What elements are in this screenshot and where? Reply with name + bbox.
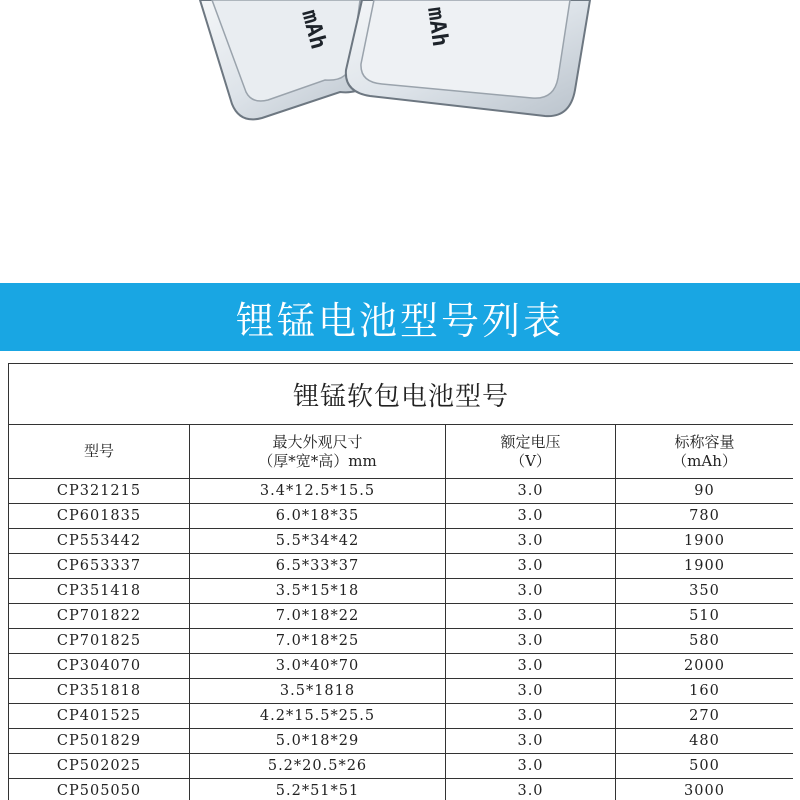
header-capacity: 标称容量 （mAh） [616, 425, 794, 479]
cell-voltage: 3.0 [446, 504, 616, 529]
cell-capacity: 350 [616, 579, 794, 604]
table-body [9, 479, 794, 800]
table-row [9, 604, 794, 629]
cell-size: 4.2*15.5*25.5 [190, 704, 446, 729]
cell-model: CP505050 [9, 779, 190, 800]
cell-model: CP501829 [9, 729, 190, 754]
cell-model: CP401525 [9, 704, 190, 729]
cell-model: CP701822 [9, 604, 190, 629]
cell-capacity: 780 [616, 504, 794, 529]
cell-model: CP553442 [9, 529, 190, 554]
cell-voltage: 3.0 [446, 779, 616, 800]
cell-model: CP653337 [9, 554, 190, 579]
cell-voltage: 3.0 [446, 579, 616, 604]
table-row [9, 679, 794, 704]
table-row [9, 554, 794, 579]
cell-size: 5.2*20.5*26 [190, 754, 446, 779]
cell-size: 7.0*18*25 [190, 629, 446, 654]
table-row [9, 779, 794, 800]
cell-capacity: 510 [616, 604, 794, 629]
table-row [9, 629, 794, 654]
cell-model: CP321215 [9, 479, 190, 504]
header-size: 最大外观尺寸 （厚*宽*高）mm [190, 425, 446, 479]
cell-capacity: 270 [616, 704, 794, 729]
cell-model: CP351818 [9, 679, 190, 704]
cell-model: CP601835 [9, 504, 190, 529]
cell-capacity: 480 [616, 729, 794, 754]
cell-size: 3.5*1818 [190, 679, 446, 704]
cell-voltage: 3.0 [446, 654, 616, 679]
table-row [9, 479, 794, 504]
cell-size: 6.0*18*35 [190, 504, 446, 529]
cell-size: 5.2*51*51 [190, 779, 446, 800]
banner-title: 锂锰电池型号列表 [235, 298, 564, 343]
battery-cell-right [346, 0, 590, 116]
table-row [9, 754, 794, 779]
cell-capacity: 3000 [616, 779, 794, 800]
cell-size: 5.0*18*29 [190, 729, 446, 754]
cell-model: CP351418 [9, 579, 190, 604]
cell-capacity: 90 [616, 479, 794, 504]
cell-model: CP701825 [9, 629, 190, 654]
cell-right-label: mAh [422, 5, 453, 49]
cell-voltage: 3.0 [446, 679, 616, 704]
cell-size: 7.0*18*22 [190, 604, 446, 629]
cell-capacity: 1900 [616, 529, 794, 554]
table-row [9, 529, 794, 554]
cell-voltage: 3.0 [446, 629, 616, 654]
cell-model: CP502025 [9, 754, 190, 779]
cell-model: CP304070 [9, 654, 190, 679]
cell-capacity: 160 [616, 679, 794, 704]
cell-voltage: 3.0 [446, 729, 616, 754]
table-row [9, 504, 794, 529]
cell-capacity: 2000 [616, 654, 794, 679]
section-banner [0, 283, 800, 351]
header-voltage: 额定电压 （V） [446, 425, 616, 479]
cell-size: 3.5*15*18 [190, 579, 446, 604]
cell-capacity: 1900 [616, 554, 794, 579]
cell-left-label: mAh [296, 7, 331, 52]
header-model: 型号 [9, 425, 190, 479]
table-row [9, 729, 794, 754]
table-row [9, 579, 794, 604]
cell-voltage: 3.0 [446, 754, 616, 779]
cell-capacity: 580 [616, 629, 794, 654]
cell-size: 5.5*34*42 [190, 529, 446, 554]
battery-models-table [8, 363, 793, 800]
cell-voltage: 3.0 [446, 479, 616, 504]
table-row [9, 654, 794, 679]
battery-cells-illustration [0, 0, 800, 280]
cell-voltage: 3.0 [446, 704, 616, 729]
table-title: 锂锰软包电池型号 [9, 364, 794, 425]
cell-capacity: 500 [616, 754, 794, 779]
cell-size: 3.4*12.5*15.5 [190, 479, 446, 504]
table-row [9, 704, 794, 729]
cell-voltage: 3.0 [446, 604, 616, 629]
cell-size: 3.0*40*70 [190, 654, 446, 679]
table-header-row [9, 425, 794, 479]
cell-voltage: 3.0 [446, 554, 616, 579]
cell-voltage: 3.0 [446, 529, 616, 554]
battery-models-table-wrapper [8, 363, 793, 800]
cell-size: 6.5*33*37 [190, 554, 446, 579]
battery-product-photo [0, 0, 800, 280]
